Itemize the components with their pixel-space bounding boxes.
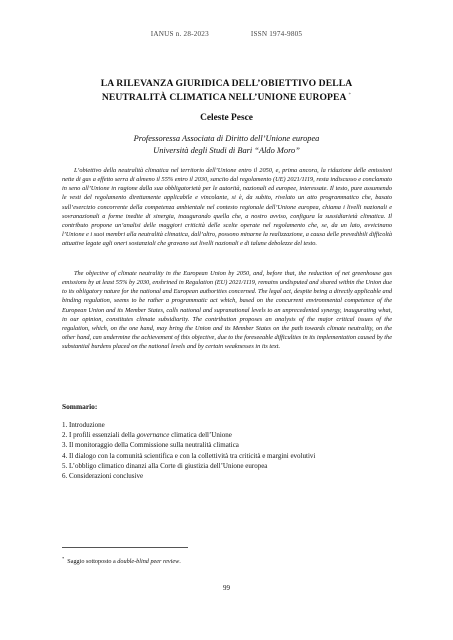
abstract-english: The objective of climate neutrality in the European Union by 2050, and, before that, the reduction of net greenhouse gas emissions by at least 55% by 2030, enshrined in Regulation (EU) 2021/1119, remains undisputed and shared within the Union due to its obligatory nature for the national and European authorities concerned. The legal act, despite being a directly applicable and binding regulation, seems to be rather a programmatic act which, based on the concurrent environmental competence of the European Union and its Member States, calls national and supranational levels to an unprecedented synergy, inaugurating what, in our opinion, constitutes climate subsidiarity. The contribution proposes an analysis of the major critical issues of the regulation, which, on the one hand, may bring the Union and its Member States on the path towards climate neutrality, on the other hand, can undermine the achievement of this objective, due to the foreseeable difficulties in its implementation caused by the substantial burdens placed on the national levels and by certain weaknesses in its text. — [62, 270, 392, 351]
abstract-italian: L’obiettivo della neutralità climatica nel territorio dell’Unione entro il 2050, e, prima ancora, la riduzione delle emissioni nette di gas a effetto serra di almeno il 55% entro il 2030, sancito dal regolamento (UE) 2021/1119, resta indiscusso e conclamato in seno all’Unione in ragione dalla sua obbligatorietà per le autorità, nazionali ed europee, interessate. Il testo, pure assumendo le vesti del regolamento direttamente applicabile e vincolante, si è, da subito, rivelato un atto programmatico che, basato sull’esercizio concorrente della competenza ambientale nel contesto regionale dell’Unione europea, chiama i livelli nazionali e sovranazionali a forme inedite di sinergia, inaugurando quella che, a nostro avviso, configura la sussidiarietà climatica. Il contributo propone un’analisi delle maggiori criticità delle scelte operate nel regolamento che, se, da un lato, avvicinano l’Unione e i suoi membri alla neutralità climatica, dall’altro, possono minarne la realizzazione, a causa delle prevedibili difficoltà attuative legate agli oneri sostanziali che gravano sui livelli nazionali e di talune debolezze del testo. — [62, 167, 392, 248]
title-line-1: LA RILEVANZA GIURIDICA DELL’OBIETTIVO DELLA — [100, 78, 353, 89]
title-footnote-mark: * — [348, 93, 352, 98]
title-line-2-text: NEUTRALITÀ CLIMATICA NELL’UNIONE EUROPEA — [101, 92, 347, 104]
summary-heading: Sommario: — [62, 402, 98, 411]
journal-issue: IANUS n. 28-2023 — [150, 30, 209, 38]
footnote — [62, 556, 181, 565]
summary-item-text: I profili essenziali della — [69, 431, 137, 440]
summary-item-text: Il monitoraggio della Commissione sulla neutralità climatica — [69, 441, 239, 450]
summary-item-text: climatica dell’Unione — [169, 431, 232, 440]
summary-item-text: Considerazioni conclusive — [69, 472, 144, 481]
summary-item-emphasis: governance — [136, 431, 170, 440]
footnote-divider — [62, 547, 188, 548]
footnote-end: . — [179, 558, 181, 566]
article-title — [60, 78, 393, 104]
footnote-mark: * — [62, 556, 65, 561]
summary-item-text: L’obbligo climatico dinanzi alla Corte di giustizia dell’Unione europea — [69, 461, 268, 470]
affiliation-line-1: Professoressa Associata di Diritto dell’Unione europea — [133, 134, 320, 143]
summary-item-number: 5. — [62, 461, 68, 470]
summary-list — [62, 420, 315, 481]
page-number: 99 — [223, 584, 230, 592]
summary-item-number: 6. — [62, 472, 68, 481]
summary-item — [62, 440, 315, 450]
running-header — [0, 30, 453, 38]
summary-item — [62, 471, 315, 481]
summary-item — [62, 420, 315, 430]
footnote-emphasis: double-blind peer review — [117, 558, 180, 566]
summary-item-number: 2. — [62, 431, 68, 440]
footnote-text: Saggio sottoposto a — [67, 558, 118, 566]
summary-item-text: Il dialogo con la comunità scientifica e con la collettività tra criticità e margini evolutivi — [69, 451, 316, 460]
affiliation-line-2: Università degli Studi di Bari “Aldo Moro” — [153, 145, 300, 155]
author-name: Celeste Pesce — [200, 113, 253, 123]
title-line-2 — [60, 90, 393, 104]
summary-item-text: Introduzione — [69, 421, 105, 429]
summary-item — [62, 461, 315, 471]
summary-item — [62, 430, 315, 440]
summary-item-number: 3. — [62, 441, 68, 450]
summary-item-number: 4. — [62, 451, 68, 460]
issn: ISSN 1974-9805 — [250, 30, 303, 38]
summary-item — [62, 451, 315, 461]
summary-item-number: 1. — [62, 421, 68, 429]
author-affiliation — [0, 133, 453, 156]
